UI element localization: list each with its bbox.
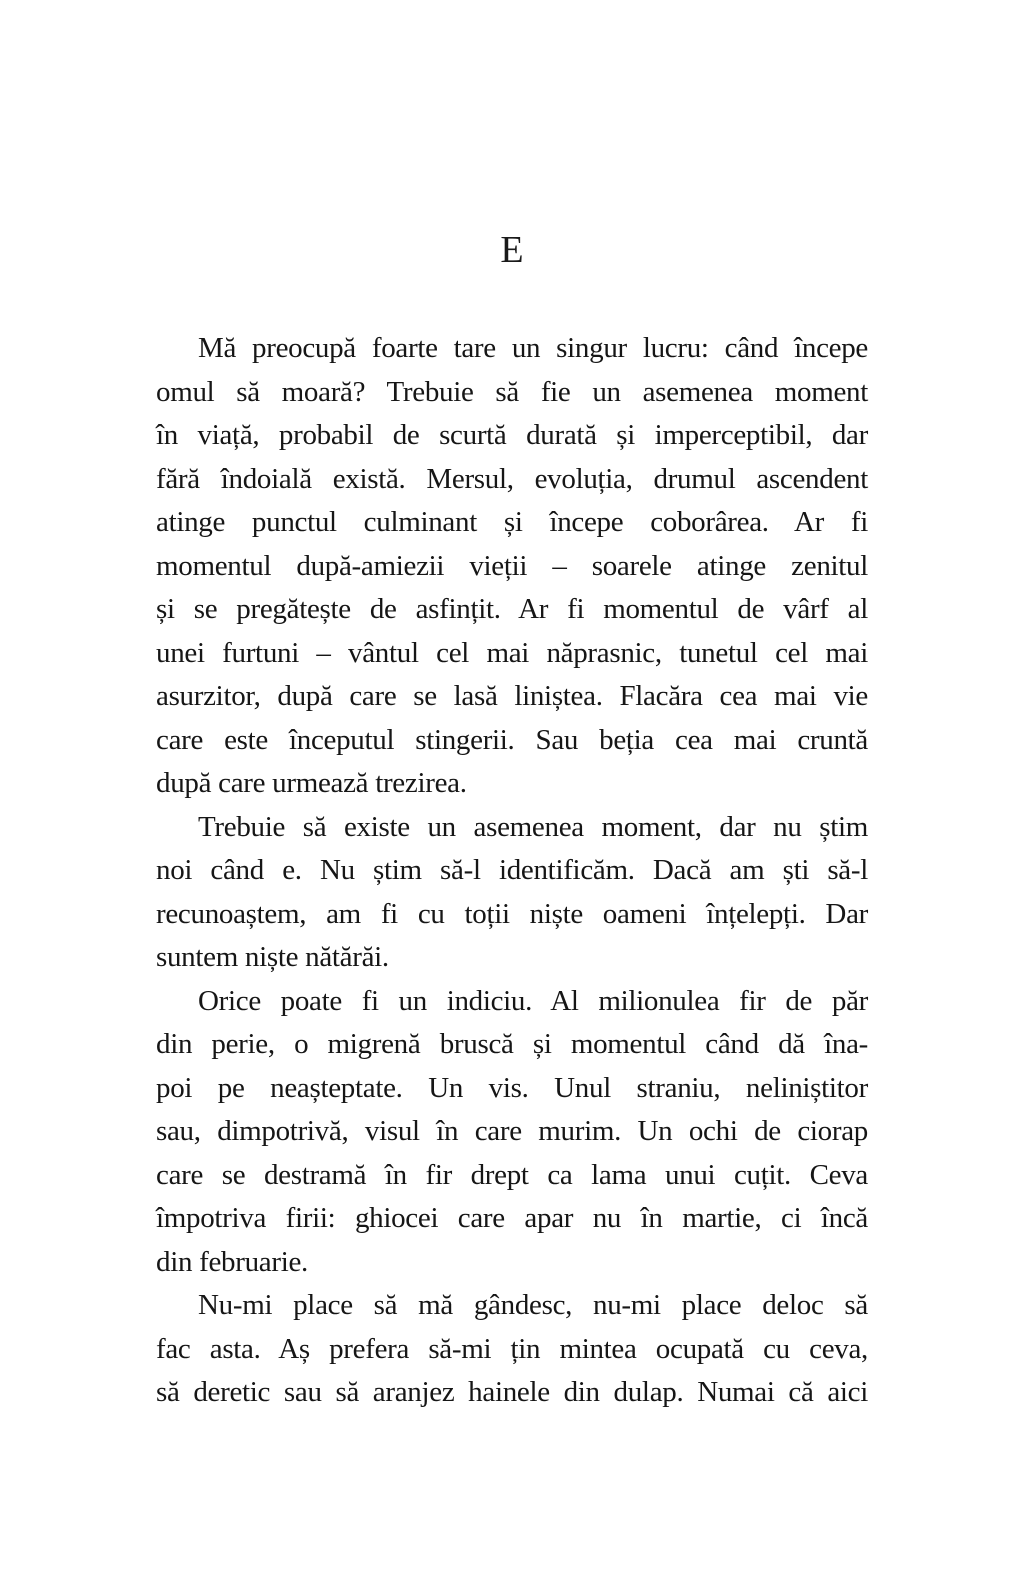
- text-line: Trebuie să existe un asemenea moment, dar nu știm: [198, 810, 868, 843]
- paragraph: [156, 806, 868, 980]
- text-line: împotriva firii: ghiocei care apar nu în martie, ci încă: [156, 1202, 868, 1234]
- text-line: după care urmează trezirea.: [156, 767, 467, 799]
- text-line: Orice poate fi un indiciu. Al milionulea fir de păr: [198, 984, 868, 1017]
- text-line: fără îndoială există. Mersul, evoluția, drumul ascendent: [156, 462, 868, 495]
- text-line: recunoaștem, am fi cu toții niște oameni înțelepți. Dar: [156, 897, 868, 930]
- text-line: suntem niște nătărăi.: [156, 941, 389, 973]
- text-line: și se pregătește de asfințit. Ar fi momentul de vârf al: [156, 593, 868, 625]
- text-line: care se destramă în fir drept ca lama unui cuțit. Ceva: [156, 1158, 868, 1191]
- text-line: să deretic sau să aranjez hainele din dulap. Numai că aici: [156, 1376, 868, 1408]
- text-line: unei furtuni – vântul cel mai năprasnic, tunetul cel mai: [156, 636, 868, 669]
- text-line: în viață, probabil de scurtă durată și imperceptibil, dar: [156, 419, 868, 451]
- paragraph: [156, 327, 868, 806]
- text-line: care este începutul stingerii. Sau beția cea mai cruntă: [156, 723, 868, 756]
- paragraph: [156, 980, 868, 1285]
- text-line: sau, dimpotrivă, visul în care murim. Un ochi de ciorap: [156, 1115, 868, 1147]
- text-line: din februarie.: [156, 1245, 309, 1278]
- text-line: poi pe neașteptate. Un vis. Unul straniu, neliniștitor: [156, 1071, 868, 1104]
- text-line: fac asta. Aș prefera să-mi țin mintea ocupată cu ceva,: [156, 1332, 868, 1365]
- text-line: Mă preocupă foarte tare un singur lucru: când începe: [198, 332, 868, 364]
- paragraph: [156, 1284, 868, 1415]
- text-line: noi când e. Nu știm să-l identificăm. Dacă am ști să-l: [156, 854, 868, 886]
- text-line: asurzitor, după care se lasă liniștea. Flacăra cea mai vie: [156, 680, 868, 712]
- text-line: Nu-mi place să mă gândesc, nu-mi place deloc să: [198, 1289, 868, 1321]
- text-line: momentul după-amiezii vieții – soarele atinge zenitul: [156, 549, 868, 582]
- text-line: atinge punctul culminant și începe coborârea. Ar fi: [156, 506, 868, 538]
- chapter-heading: E: [500, 229, 524, 271]
- text-line: din perie, o migrenă bruscă și momentul când dă îna-: [156, 1028, 868, 1060]
- text-line: omul să moară? Trebuie să fie un asemenea moment: [156, 375, 868, 408]
- text-block: [156, 327, 868, 1415]
